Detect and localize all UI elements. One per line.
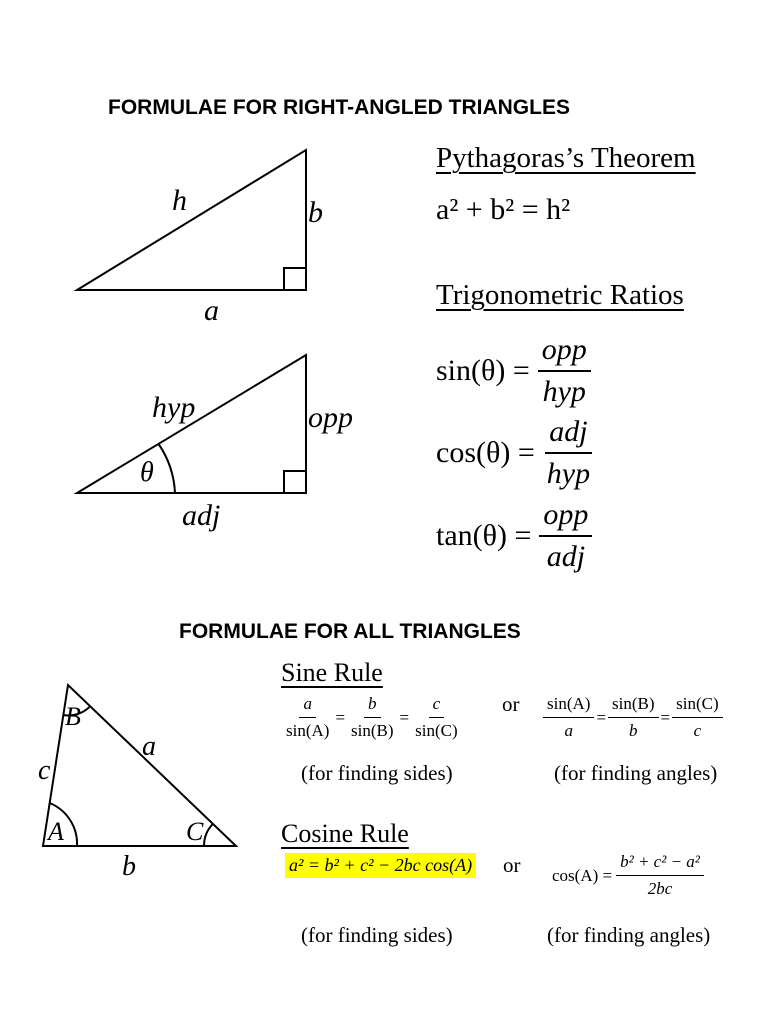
label-C: C	[186, 817, 204, 846]
sine-angles-frac-c: $\frac{\sin(C)}{c}$	[672, 694, 723, 741]
label-opp: opp	[308, 401, 353, 434]
sine-rule-or: or	[502, 692, 520, 716]
label-hyp: hyp	[152, 391, 196, 424]
cosine-angles-fraction	[616, 852, 704, 899]
sine-angles-frac-a: $\frac{\sin(A)}{a}$	[543, 694, 594, 741]
sin-lhs: sin(θ) =	[436, 354, 530, 387]
label-b: b	[308, 196, 323, 229]
tan-formula	[436, 498, 592, 574]
sin-formula	[436, 333, 591, 409]
trig-triangle-diagram	[60, 345, 370, 535]
equals-sign: =	[596, 707, 607, 727]
cos-numerator: adj	[545, 415, 591, 454]
cos-lhs: cos(θ) =	[436, 436, 535, 469]
cosine-angles-denominator: 2bc	[647, 879, 673, 898]
pythagoras-formula: a² + b² = h²	[436, 193, 571, 226]
cos-formula	[436, 415, 594, 491]
cosine-rule-or: or	[503, 853, 521, 877]
cosine-rule-formula: a² = b² + c² − 2bc cos(A)	[285, 853, 476, 878]
tan-denominator: adj	[546, 540, 586, 573]
tan-fraction	[539, 498, 592, 574]
sin-denominator: hyp	[542, 375, 586, 408]
cosine-rule-angles-formula	[552, 852, 704, 899]
sine-rule-sides-formula	[282, 694, 462, 741]
sine-rule-angles-formula	[543, 694, 723, 741]
label-B: B	[65, 702, 81, 731]
cosine-note-angles: (for finding angles)	[547, 923, 711, 947]
label-adj: adj	[182, 499, 221, 532]
sine-note-sides: (for finding sides)	[301, 761, 453, 785]
angle-arc	[159, 444, 175, 493]
general-triangle-diagram	[30, 675, 250, 885]
right-triangle-diagram	[60, 140, 350, 330]
cosine-angles-lhs: cos(A) =	[552, 865, 613, 885]
pythagoras-title: Pythagoras’s Theorem	[436, 142, 696, 174]
cosine-note-sides: (for finding sides)	[301, 923, 453, 947]
equals-sign: =	[335, 707, 346, 727]
label-a: a	[204, 294, 219, 327]
heading-all-triangles: FORMULAE FOR ALL TRIANGLES	[179, 620, 521, 643]
label-c-side: c	[38, 755, 51, 786]
sine-sides-frac-b: $\frac{b}{\sin(B)}$	[351, 694, 394, 740]
label-theta: θ	[140, 457, 154, 488]
trig-title: Trigonometric Ratios	[436, 279, 684, 311]
cos-fraction	[543, 415, 594, 491]
equals-sign: =	[399, 707, 410, 727]
angle-arc-C	[204, 823, 213, 846]
cos-denominator: hyp	[546, 457, 591, 490]
equals-sign: =	[660, 707, 671, 727]
tan-lhs: tan(θ) =	[436, 519, 532, 552]
label-A: A	[48, 817, 64, 846]
tan-numerator: opp	[539, 498, 592, 537]
heading-right-angled: FORMULAE FOR RIGHT-ANGLED TRIANGLES	[108, 96, 570, 119]
label-a-side: a	[142, 731, 156, 762]
sine-sides-frac-a: $\frac{a}{\sin(A)}$	[286, 694, 330, 740]
sin-numerator: opp	[538, 333, 591, 372]
sin-fraction	[538, 333, 591, 409]
cosine-rule-title: Cosine Rule	[281, 819, 409, 848]
sine-sides-frac-c: $\frac{c}{\sin(C)}$	[415, 694, 458, 740]
sine-rule-title: Sine Rule	[281, 658, 383, 687]
label-b-side: b	[122, 851, 136, 882]
sine-note-angles: (for finding angles)	[554, 761, 718, 785]
label-h: h	[172, 184, 187, 217]
sine-angles-frac-b: $\frac{\sin(B)}{b}$	[608, 694, 659, 741]
cosine-angles-numerator: b² + c² − a²	[616, 852, 704, 876]
